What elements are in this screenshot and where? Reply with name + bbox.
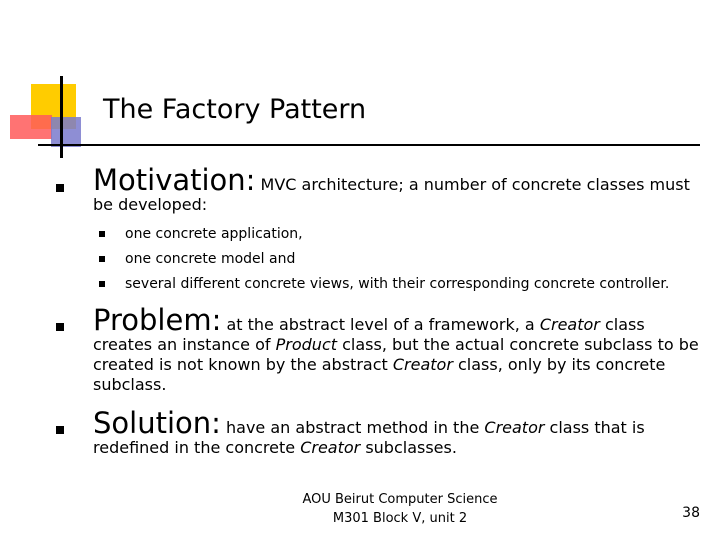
motivation-block [93,165,703,215]
motivation-text-1: MVC architecture; a number of concrete classes must [260,175,690,194]
slide-footer [260,490,540,528]
solution-text: subclasses. [360,438,457,457]
solution-creator-term: Creator [300,438,361,457]
solution-text: redefined in the concrete [93,438,301,457]
problem-text: class, but the actual concrete subclass to be [337,335,699,354]
problem-text: subclass. [93,375,167,394]
problem-block [93,305,703,395]
title-divider [38,144,700,146]
motivation-subitem-2: one concrete model and [125,251,296,267]
motivation-subitem-1: one concrete application, [125,226,303,242]
bullet-motivation [56,184,64,192]
problem-heading: Problem: [93,303,222,337]
sub-bullet-2 [99,256,105,262]
problem-text: creates an instance of [93,335,276,354]
footer-line-2: M301 Block V, unit 2 [332,511,468,526]
logo-pink-rect [10,115,52,139]
problem-creator-term: Creator [539,315,600,334]
sub-bullet-1 [99,231,105,237]
footer-line-1: AOU Beirut Computer Science [302,492,498,507]
problem-creator-term: Creator [392,355,453,374]
logo-blue-square [51,117,81,147]
solution-heading: Solution: [93,406,221,440]
problem-text: class, only by its concrete [452,355,666,374]
solution-creator-term: Creator [484,418,545,437]
solution-text: class that is [544,418,645,437]
sub-bullet-3 [99,281,105,287]
motivation-text-2: be developed: [93,195,208,214]
solution-text: have an abstract method in the [226,418,485,437]
problem-text: at the abstract level of a framework, a [226,315,540,334]
bullet-problem [56,323,64,331]
slide-title: The Factory Pattern [103,94,367,125]
motivation-subitem-3: several different concrete views, with their corresponding concrete controller. [125,276,670,292]
problem-text: created is not known by the abstract [93,355,393,374]
motivation-heading: Motivation: [93,163,256,197]
page-number: 38 [682,505,700,521]
bullet-solution [56,426,64,434]
solution-block [93,408,703,458]
problem-text: class [599,315,645,334]
problem-product-term: Product [275,335,338,354]
